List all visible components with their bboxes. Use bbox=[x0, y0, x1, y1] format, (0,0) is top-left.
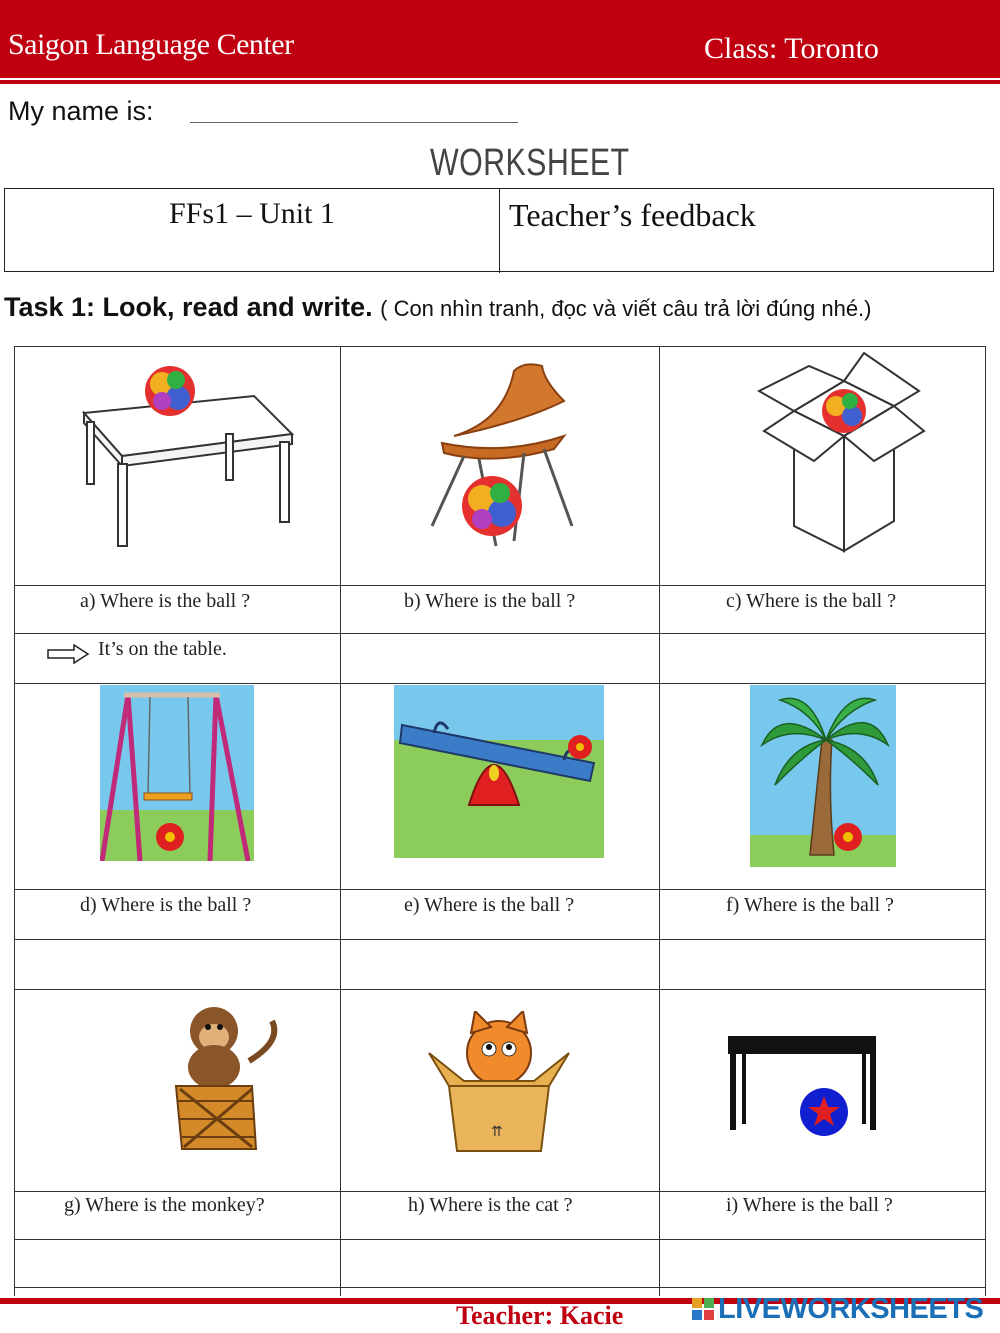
info-table bbox=[4, 188, 994, 272]
table-with-ball-picture bbox=[64, 356, 304, 556]
answer-a: It’s on the table. bbox=[98, 638, 227, 660]
worksheet-title: WORKSHEET bbox=[430, 142, 630, 184]
question-b: b) Where is the ball ? bbox=[404, 590, 576, 612]
answer-c-field[interactable] bbox=[659, 634, 985, 683]
answer-f-field[interactable] bbox=[659, 940, 985, 989]
exercise-grid bbox=[14, 346, 986, 1296]
grid-line bbox=[14, 989, 986, 990]
arrow-right-icon bbox=[46, 644, 90, 664]
answer-e-field[interactable] bbox=[340, 940, 659, 989]
question-g: g) Where is the monkey? bbox=[64, 1194, 265, 1216]
question-e: e) Where is the ball ? bbox=[404, 894, 575, 916]
ball-under-table-picture bbox=[726, 1036, 881, 1146]
feedback-label: Teacher’s feedback bbox=[509, 197, 756, 233]
task-title: Task 1: Look, read and write. bbox=[4, 292, 373, 322]
grid-line bbox=[985, 346, 986, 1296]
question-f: f) Where is the ball ? bbox=[726, 894, 894, 916]
liveworksheets-logo-icon bbox=[692, 1296, 716, 1324]
answer-h-field[interactable] bbox=[340, 1240, 659, 1287]
answer-i-field[interactable] bbox=[659, 1240, 985, 1287]
grid-line bbox=[14, 346, 986, 347]
box-with-ball-picture bbox=[754, 351, 934, 556]
grid-line bbox=[14, 585, 986, 586]
answer-g-field[interactable] bbox=[14, 1240, 340, 1287]
chair-with-ball-picture bbox=[424, 361, 584, 561]
grid-line bbox=[340, 346, 341, 1296]
question-a: a) Where is the ball ? bbox=[80, 590, 251, 612]
tree-with-ball-picture bbox=[750, 685, 896, 867]
grid-line bbox=[659, 346, 660, 1296]
task-subtitle: ( Con nhìn tranh, đọc và viết câu trả lời đúng nhé.) bbox=[380, 296, 872, 321]
class-name: Class: Toronto bbox=[704, 32, 879, 65]
header-divider bbox=[0, 80, 1000, 84]
unit-label: FFs1 – Unit 1 bbox=[169, 197, 335, 230]
school-name: Saigon Language Center bbox=[8, 28, 294, 61]
task-heading bbox=[4, 292, 872, 323]
seesaw-with-ball-picture bbox=[394, 685, 604, 858]
name-label: My name is: bbox=[8, 96, 154, 126]
teacher-name: Teacher: Kacie bbox=[456, 1301, 624, 1330]
info-divider bbox=[499, 189, 500, 273]
name-input-line[interactable] bbox=[190, 122, 518, 123]
answer-d-field[interactable] bbox=[14, 940, 340, 989]
grid-line bbox=[14, 1191, 986, 1192]
grid-line bbox=[14, 346, 15, 1296]
monkey-in-crate-picture bbox=[164, 1001, 284, 1151]
liveworksheets-brand: LIVEWORKSHEETS bbox=[718, 1293, 984, 1325]
question-h: h) Where is the cat ? bbox=[408, 1194, 573, 1216]
question-c: c) Where is the ball ? bbox=[726, 590, 897, 612]
swing-with-ball-picture bbox=[100, 685, 254, 861]
svg-text:⇈: ⇈ bbox=[491, 1124, 503, 1140]
question-d: d) Where is the ball ? bbox=[80, 894, 252, 916]
grid-line bbox=[14, 889, 986, 890]
question-i: i) Where is the ball ? bbox=[726, 1194, 893, 1216]
cat-in-box-picture bbox=[419, 1011, 579, 1156]
grid-line bbox=[14, 683, 986, 684]
answer-b-field[interactable] bbox=[340, 634, 659, 683]
grid-line bbox=[14, 1287, 986, 1288]
